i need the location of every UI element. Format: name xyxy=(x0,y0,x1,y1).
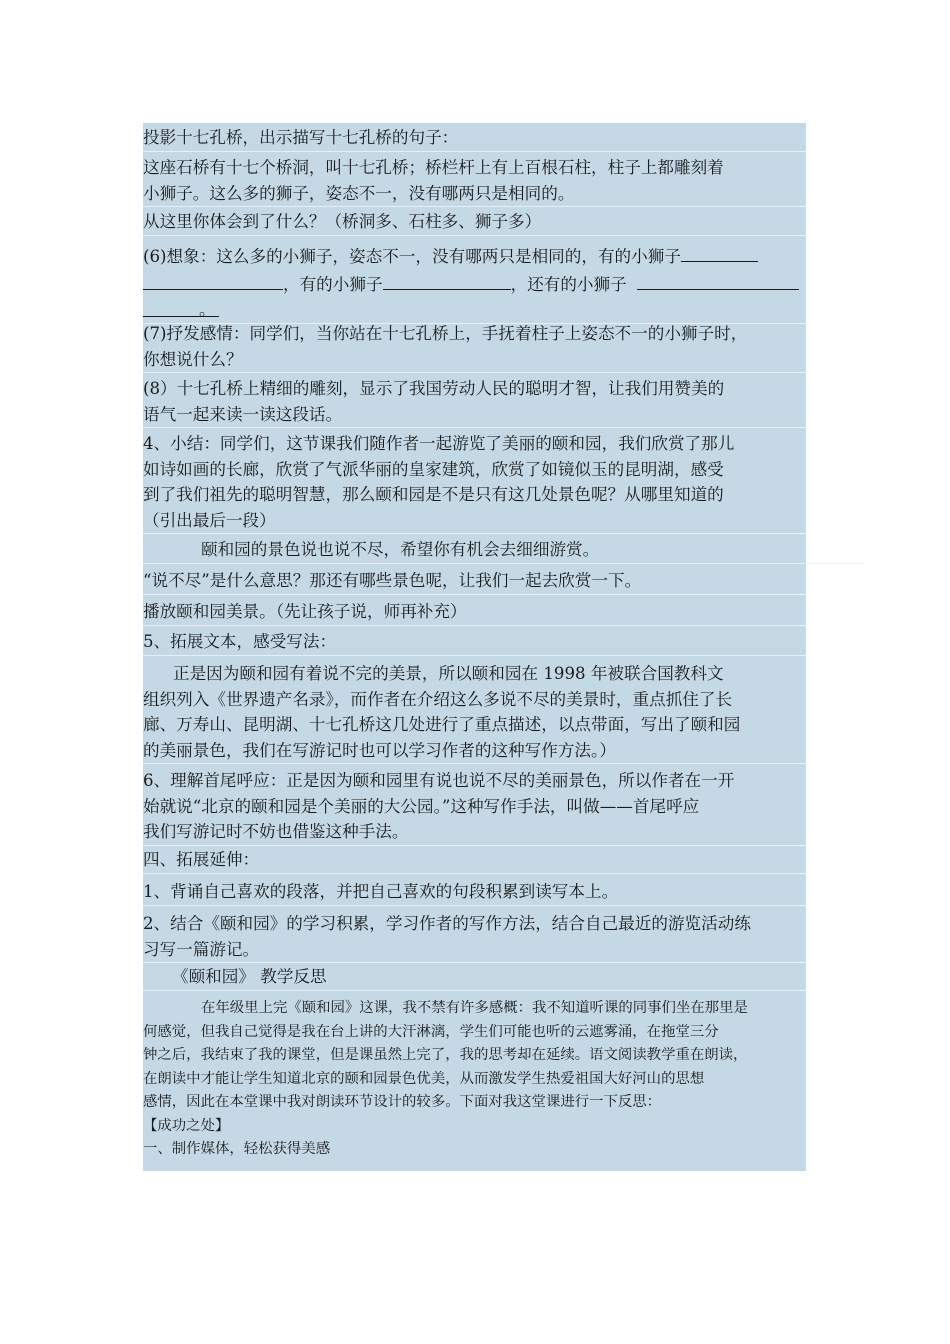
paragraph-meaning xyxy=(143,568,806,595)
text-line: 正是因为颐和园有着说不完的美景，所以颐和园在 1998 年被联合国教科文 xyxy=(173,664,724,683)
text-line: 到了我们祖先的聪明智慧，那么颐和园是不是只有这几处景色呢？从哪里知道的 xyxy=(143,485,724,504)
text-line: 习写一篇游记。 xyxy=(143,939,260,959)
paragraph-bridge-description xyxy=(143,155,806,207)
text-line: 4、小结：同学们，这节课我们随作者一起游览了美丽的颐和园，我们欣赏了那儿 xyxy=(143,434,735,453)
text-line: 从这里你体会到了什么？（桥洞多、石柱多、狮子多） xyxy=(143,212,542,231)
paragraph-imagine xyxy=(143,242,806,324)
text-line: 6、理解首尾呼应：正是因为颐和园里有说也说不尽的美丽景色，所以作者在一开 xyxy=(143,771,735,790)
text-line: 组织列入《世界遗产名录》，而作者在介绍这么多说不尽的美景时，重点抓住了长 xyxy=(143,689,733,709)
paragraph-question xyxy=(143,209,806,236)
paragraph-reflection xyxy=(143,997,806,1162)
text-line: 的美丽景色，我们在写游记时也可以学习作者的这种写作方法。） xyxy=(143,740,616,760)
fill-blank-2 xyxy=(143,270,283,290)
text-line: 四、拓展延伸： xyxy=(143,850,260,869)
text-line: 播放颐和园美景。（先让孩子说，师再补充） xyxy=(143,602,467,621)
text-line: 始就说“北京的颐和园是个美丽的大公园。”这种写作手法，叫做——首尾呼应 xyxy=(143,796,700,816)
text-line: （引出最后一段） xyxy=(143,510,276,530)
paragraph-extend-text xyxy=(143,661,806,764)
paragraph-play-video xyxy=(143,599,806,626)
heading-reflection xyxy=(143,964,806,991)
text-span: 。 xyxy=(199,300,216,319)
text-line: 你想说什么？ xyxy=(143,349,243,369)
text-line: 钟之后，我结束了我的课堂，但是课虽然上完了，我的思考却在延续。语文阅读教学重在朗读， xyxy=(143,1047,748,1063)
text-line: (7)抒发感情：同学们，当你站在十七孔桥上，手抚着柱子上姿态不一的小狮子时， xyxy=(143,324,748,343)
heading-extension xyxy=(143,847,806,874)
fill-blank-4 xyxy=(637,270,799,290)
text-line: 1、背诵自己喜欢的段落，并把自己喜欢的句段积累到读写本上。 xyxy=(143,882,619,901)
paragraph-scenery xyxy=(143,537,864,564)
text-line: 廊、万寿山、昆明湖、十七孔桥这几处进行了重点描述，以点带面，写出了颐和园 xyxy=(143,715,741,734)
paragraph-express-feelings xyxy=(143,321,806,373)
text-line: “说不尽”是什么意思？那还有哪些景色呢，让我们一起去欣赏一下。 xyxy=(143,571,642,590)
paragraph-echo xyxy=(143,768,806,846)
fill-blank-1 xyxy=(681,242,758,262)
document-text-column xyxy=(143,123,806,1171)
text-line: 感情，因此在本堂课中我对朗读环节设计的较多。下面对我这堂课进行一下反思： xyxy=(143,1094,662,1110)
text-line: 投影十七孔桥，出示描写十七孔桥的句子： xyxy=(143,128,459,147)
text-line: 这座石桥有十七个桥洞，叫十七孔桥；桥栏杆上有上百根石柱，柱子上都雕刻着 xyxy=(143,158,724,177)
text-line: 一、制作媒体，轻松获得美感 xyxy=(143,1141,331,1157)
text-line: 《颐和园》 教学反思 xyxy=(172,967,327,986)
paragraph-projection xyxy=(143,125,806,152)
paragraph-carving xyxy=(143,376,806,428)
paragraph-recite xyxy=(143,879,806,906)
text-line: 我们写游记时不妨也借鉴这种手法。 xyxy=(143,822,409,841)
text-line: 5、拓展文本，感受写法： xyxy=(143,632,337,651)
fill-blank-3 xyxy=(383,270,511,290)
text-span: (6)想象：这么多的小狮子，姿态不一，没有哪两只是相同的，有的小狮子 xyxy=(143,247,681,266)
text-line: 【成功之处】 xyxy=(143,1117,230,1134)
text-line: 何感觉，但我自己觉得是我在台上讲的大汗淋漓，学生们可能也听的云遮雾涌，在拖堂三分 xyxy=(143,1023,719,1040)
paragraph-extend-text-heading xyxy=(143,629,806,656)
text-line xyxy=(143,297,806,323)
text-line: 如诗如画的长廊，欣赏了气派华丽的皇家建筑，欣赏了如镜似玉的昆明湖，感受 xyxy=(143,459,724,479)
text-span: ，有的小狮子 xyxy=(283,274,383,294)
text-line: 小狮子。这么多的狮子，姿态不一，没有哪两只是相同的。 xyxy=(143,183,575,203)
text-line: 颐和园的景色说也说不尽，希望你有机会去细细游赏。 xyxy=(201,540,600,559)
text-span: ，还有的小狮子 xyxy=(510,274,627,294)
text-line xyxy=(143,242,806,270)
text-line: 在年级里上完《颐和园》这课，我不禁有许多感概：我不知道听课的同事们坐在那里是 xyxy=(201,1000,748,1016)
text-line: (8）十七孔桥上精细的雕刻，显示了我国劳动人民的聪明才智，让我们用赞美的 xyxy=(143,379,725,398)
text-line: 在朗读中才能让学生知道北京的颐和园景色优美，从而激发学生热爱祖国大好河山的思想 xyxy=(143,1070,705,1087)
text-line: 2、结合《颐和园》的学习积累，学习作者的写作方法，结合自己最近的游览活动练 xyxy=(143,914,751,933)
text-line: 语气一起来读一读这段话。 xyxy=(143,404,343,424)
paragraph-summary xyxy=(143,431,806,534)
paragraph-travel-note xyxy=(143,911,806,963)
text-line xyxy=(143,270,806,298)
fill-blank-5 xyxy=(143,297,219,317)
